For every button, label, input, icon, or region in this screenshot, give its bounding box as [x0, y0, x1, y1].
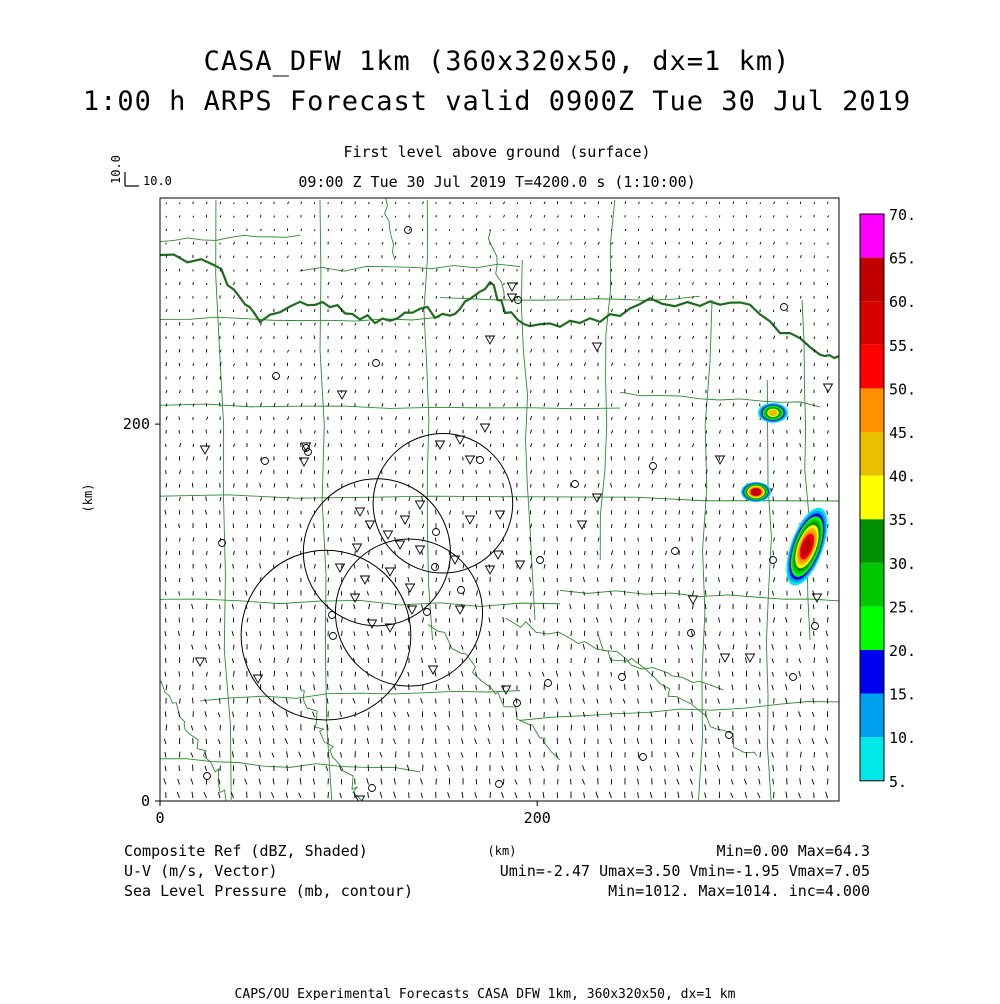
colorbar-swatch-7: [860, 432, 884, 476]
colorbar: [860, 206, 916, 791]
ref-field-stats: Min=0.00 Max=64.3: [716, 842, 870, 860]
uv-field-label: U-V (m/s, Vector): [124, 862, 278, 880]
footer-credit: CAPS/OU Experimental Forecasts CASA DFW 1km, 360x320x50, dx=1 km: [234, 987, 736, 1000]
colorbar-label-11: 60.: [889, 293, 917, 312]
colorbar-label-1: 10.: [889, 729, 917, 748]
time-label: 09:00 Z Tue 30 Jul 2019 T=4200.0 s (1:10:00): [298, 173, 696, 191]
colorbar-swatch-11: [860, 258, 884, 302]
colorbar-label-13: 70.: [889, 206, 917, 224]
colorbar-swatch-9: [860, 345, 884, 389]
colorbar-swatch-2: [860, 650, 884, 694]
storm-cell-1: [758, 403, 788, 423]
plot-area: [160, 198, 839, 801]
reference-vector-vertical-label: 10.0: [109, 155, 123, 184]
reference-vector-horizontal-label: 10.0: [143, 174, 172, 188]
x-axis-unit: (km): [487, 844, 517, 858]
colorbar-label-3: 20.: [889, 642, 917, 660]
colorbar-swatch-3: [860, 606, 884, 650]
x-tick-label-1: 200: [523, 809, 551, 827]
x-tick-label-0: 0: [155, 809, 165, 827]
colorbar-label-12: 65.: [889, 249, 917, 268]
colorbar-swatch-12: [860, 214, 884, 258]
figure-title-line1: CASA_DFW 1km (360x320x50, dx=1 km): [203, 46, 791, 77]
reference-vector: [109, 155, 172, 188]
y-tick-label-0: 0: [140, 792, 150, 810]
colorbar-label-0: 5.: [889, 772, 908, 791]
colorbar-swatch-10: [860, 301, 884, 345]
figure-title-line2: 1:00 h ARPS Forecast valid 0900Z Tue 30 Jul 2019: [82, 86, 912, 117]
uv-field-stats: Umin=-2.47 Umax=3.50 Vmin=-1.95 Vmax=7.05: [499, 862, 870, 880]
slp-field-label: Sea Level Pressure (mb, contour): [124, 882, 413, 900]
colorbar-swatch-0: [860, 737, 884, 781]
colorbar-label-9: 50.: [889, 380, 917, 399]
colorbar-label-7: 40.: [889, 467, 917, 486]
slp-field-stats: Min=1012. Max=1014. inc=4.000: [608, 882, 870, 900]
colorbar-label-10: 55.: [889, 336, 917, 355]
colorbar-label-4: 25.: [889, 598, 917, 617]
colorbar-swatch-8: [860, 388, 884, 432]
colorbar-swatch-1: [860, 694, 884, 738]
y-axis-unit: (km): [81, 483, 95, 513]
colorbar-label-5: 30.: [889, 554, 917, 573]
colorbar-label-2: 15.: [889, 685, 917, 704]
colorbar-label-6: 35.: [889, 511, 917, 530]
colorbar-label-8: 45.: [889, 424, 917, 442]
ref-field-label: Composite Ref (dBZ, Shaded): [124, 842, 368, 860]
colorbar-swatch-4: [860, 563, 884, 607]
colorbar-swatch-5: [860, 519, 884, 563]
colorbar-swatch-6: [860, 476, 884, 520]
level-label: First level above ground (surface): [343, 143, 651, 161]
storm-cell-0: [741, 482, 771, 502]
y-tick-label-1: 200: [122, 415, 150, 434]
